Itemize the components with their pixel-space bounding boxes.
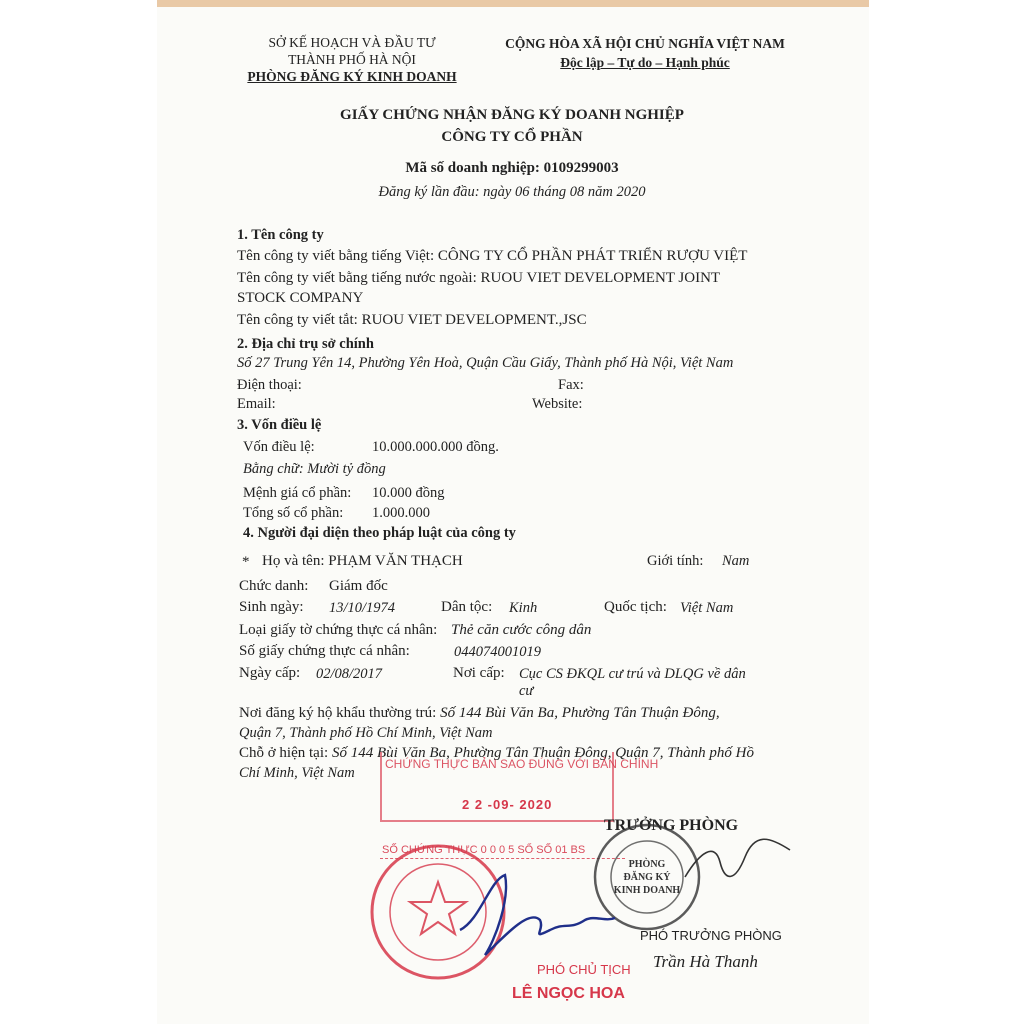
vice-chair-title: PHÓ CHỦ TỊCH xyxy=(537,962,631,977)
doc-title-line2: CÔNG TY CỔ PHẦN xyxy=(441,129,583,145)
vice-chair-name: LÊ NGỌC HOA xyxy=(512,985,625,1002)
capital-value: 10.000.000.000 đồng. xyxy=(372,439,499,455)
rep-title-label: Chức danh: xyxy=(239,578,309,594)
total-shares-label: Tổng số cổ phần: xyxy=(243,505,344,521)
website-label: Website: xyxy=(532,396,583,412)
certification-date: 2 2 -09- 2020 xyxy=(462,797,553,812)
certification-number: SỐ CHỨNG THỰC 0 0 0 5 SỔ SỐ 01 BS xyxy=(382,844,586,856)
head-title: TRƯỞNG PHÒNG xyxy=(604,817,739,834)
par-value-label: Mệnh giá cổ phần: xyxy=(243,485,352,501)
rep-place-label: Nơi cấp: xyxy=(453,665,505,681)
company-name-short-value: RUOU VIET DEVELOPMENT.,JSC xyxy=(361,312,587,328)
first-registration: Đăng ký lần đầu: ngày 06 tháng 08 năm 2020 xyxy=(378,184,646,200)
rep-issue-value: 02/08/2017 xyxy=(316,666,383,682)
rep-idnum-label: Số giấy chứng thực cá nhân: xyxy=(239,643,410,659)
company-name-short xyxy=(237,312,587,329)
email-label: Email: xyxy=(237,396,276,412)
header-city: THÀNH PHỐ HÀ NỘI xyxy=(288,52,416,67)
head-office-address: Số 27 Trung Yên 14, Phường Yên Hoà, Quận Cầu Giấy, Thành phố Hà Nội, Việt Nam xyxy=(237,355,734,371)
section4-heading: 4. Người đại diện theo pháp luật của công ty xyxy=(243,525,516,541)
rep-permanent-label: Nơi đăng ký hộ khẩu thường trú: xyxy=(239,705,437,721)
section3-heading: 3. Vốn điều lệ xyxy=(237,417,322,433)
header-motto: Độc lập – Tự do – Hạnh phúc xyxy=(560,55,730,70)
company-name-foreign xyxy=(237,270,720,287)
header-office: PHÒNG ĐĂNG KÝ KINH DOANH xyxy=(247,69,457,84)
rep-place-value xyxy=(519,666,746,700)
header-republic: CỘNG HÒA XÃ HỘI CHỦ NGHĨA VIỆT NAM xyxy=(505,36,785,51)
rep-idtype xyxy=(239,622,591,639)
rep-dob-value: 13/10/1974 xyxy=(329,600,396,616)
fax-label: Fax: xyxy=(558,377,584,393)
vice-chair-signature-icon xyxy=(450,860,620,970)
rep-name-value: PHẠM VĂN THẠCH xyxy=(328,553,463,569)
capital-words xyxy=(243,461,386,478)
company-name-foreign-value: RUOU VIET DEVELOPMENT JOINT xyxy=(480,270,721,286)
company-name-vn-value: CÔNG TY CỔ PHẦN PHÁT TRIỂN RƯỢU VIỆT xyxy=(437,248,748,264)
company-name-short-label: Tên công ty viết tắt: xyxy=(237,312,358,328)
rep-bullet: * xyxy=(242,554,250,570)
rep-place-value-line1: Cục CS ĐKQL cư trú và DLQG về dân xyxy=(519,666,746,682)
doc-title-line1: GIẤY CHỨNG NHẬN ĐĂNG KÝ DOANH NGHIỆP xyxy=(340,107,684,123)
rep-place-value-line2: cư xyxy=(519,683,534,699)
capital-words-value: Mười tỷ đồng xyxy=(307,461,386,477)
rep-gender-value: Nam xyxy=(722,553,750,569)
section2-heading: 2. Địa chỉ trụ sở chính xyxy=(237,336,374,352)
rep-name xyxy=(262,553,463,570)
rep-name-label: Họ và tên: xyxy=(262,553,325,569)
rep-ethnic-label: Dân tộc: xyxy=(441,599,493,615)
rep-nation-label: Quốc tịch: xyxy=(604,599,667,615)
rep-nation-value: Việt Nam xyxy=(680,600,734,616)
phone-label: Điện thoại: xyxy=(237,377,302,393)
rep-gender-label: Giới tính: xyxy=(647,553,704,569)
par-value: 10.000 đồng xyxy=(372,485,445,501)
office-seal-line1: PHÒNG xyxy=(628,859,666,870)
deputy-head-title: PHÓ TRƯỞNG PHÒNG xyxy=(640,928,782,943)
certification-stamp-text: CHỨNG THỰC BẢN SAO ĐÚNG VỚI BẢN CHÍNH xyxy=(385,757,659,771)
head-signature-icon xyxy=(680,832,800,892)
total-shares-value: 1.000.000 xyxy=(372,505,430,521)
rep-idtype-value: Thẻ căn cước công dân xyxy=(451,622,592,638)
header-right xyxy=(490,34,800,72)
company-name-foreign-cont: STOCK COMPANY xyxy=(237,290,364,306)
rep-permanent-value: Số 144 Bùi Văn Ba, Phường Tân Thuận Đông, xyxy=(440,705,720,721)
rep-title-value: Giám đốc xyxy=(329,578,388,594)
section1-heading: 1. Tên công ty xyxy=(237,227,324,243)
rep-current-label: Chỗ ở hiện tại: xyxy=(239,745,329,761)
rep-idnum-value: 044074001019 xyxy=(454,644,541,660)
rep-permanent xyxy=(239,705,720,722)
capital-label: Vốn điều lệ: xyxy=(243,439,315,455)
enterprise-code: Mã số doanh nghiệp: 0109299003 xyxy=(405,160,619,176)
company-name-vn xyxy=(237,248,747,265)
office-seal-line3: KINH DOANH xyxy=(613,885,681,896)
doc-title xyxy=(220,104,804,148)
rep-current-value: Số 144 Bùi Văn Ba, Phường Tân Thuận Đông, Quận 7, Thành phố Hồ xyxy=(331,745,754,761)
capital-words-label: Bằng chữ: xyxy=(243,461,304,477)
office-seal-text xyxy=(612,858,682,897)
header-left xyxy=(222,34,482,85)
rep-dob-label: Sinh ngày: xyxy=(239,599,304,615)
header-dept: SỞ KẾ HOẠCH VÀ ĐẦU TƯ xyxy=(268,35,436,50)
rep-issue-label: Ngày cấp: xyxy=(239,665,301,681)
rep-ethnic-value: Kinh xyxy=(509,600,538,616)
company-name-foreign-label: Tên công ty viết bằng tiếng nước ngoài: xyxy=(237,270,477,286)
company-name-vn-label: Tên công ty viết bằng tiếng Việt: xyxy=(237,248,435,264)
rep-current-cont: Chí Minh, Việt Nam xyxy=(239,765,355,781)
rep-permanent-cont: Quận 7, Thành phố Hồ Chí Minh, Việt Nam xyxy=(239,725,493,741)
rep-idtype-label: Loại giấy tờ chứng thực cá nhân: xyxy=(239,622,438,638)
deputy-head-name: Trần Hà Thanh xyxy=(653,952,758,971)
office-seal-line2: ĐĂNG KÝ xyxy=(623,872,671,883)
